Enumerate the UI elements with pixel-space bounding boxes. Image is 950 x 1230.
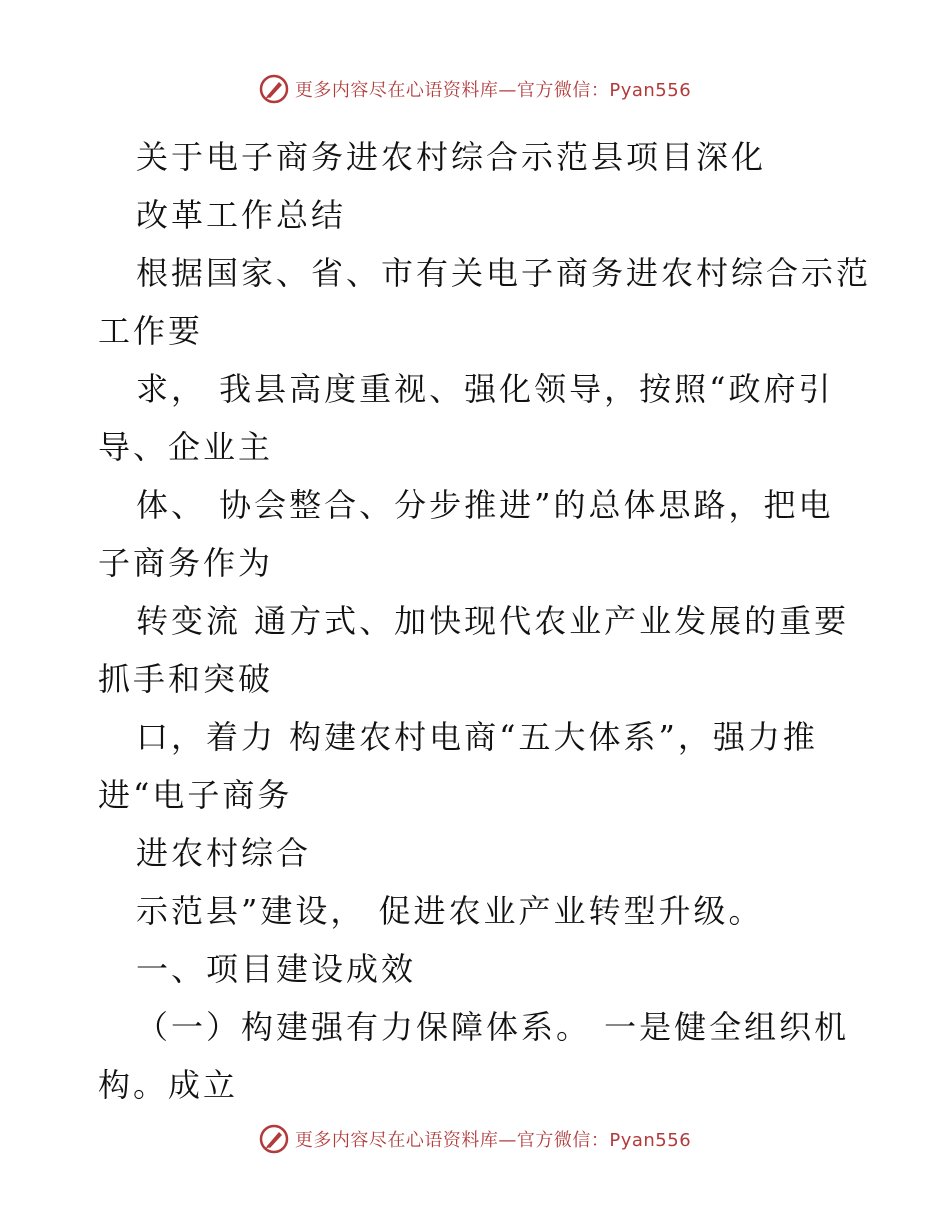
doc-line: 根据国家、省、市有关电子商务进农村综合示范 (136, 254, 872, 292)
document-body (98, 128, 872, 1114)
watermark-text: 更多内容尽在心语资料库—官方微信：Pyan556 (294, 80, 692, 101)
doc-line: 工作要 (98, 312, 204, 350)
doc-line: 抓手和突破 (98, 660, 274, 698)
doc-line: 子商务作为 (98, 544, 274, 582)
pen-quill-icon (259, 74, 289, 104)
doc-line: （一）构建强有力保障体系。 一是健全组织机 (136, 1008, 850, 1046)
doc-line: 改革工作总结 (136, 196, 347, 234)
pen-quill-icon (259, 1124, 289, 1154)
doc-line: 体、 协会整合、分步推进”的总体思路，把电 (136, 486, 834, 524)
section-heading: 一、项目建设成效 (136, 950, 417, 988)
doc-line: 口，着力 构建农村电商“五大体系”，强力推 (136, 718, 818, 756)
doc-line: 示范县”建设， 促进农业产业转型升级。 (136, 892, 764, 930)
doc-line: 构。成立 (98, 1066, 239, 1104)
doc-line: 关于电子商务进农村综合示范县项目深化 (136, 138, 767, 176)
doc-line: 导、企业主 (98, 428, 274, 466)
watermark-text: 更多内容尽在心语资料库—官方微信：Pyan556 (294, 1130, 692, 1151)
doc-line: 求， 我县高度重视、强化领导，按照“政府引 (136, 370, 834, 408)
header-watermark (0, 74, 950, 104)
doc-line: 转变流 通方式、加快现代农业产业发展的重要 (136, 602, 850, 640)
doc-line: 进“电子商务 (98, 776, 293, 814)
doc-line: 进农村综合 (136, 834, 312, 872)
footer-watermark (0, 1124, 950, 1154)
